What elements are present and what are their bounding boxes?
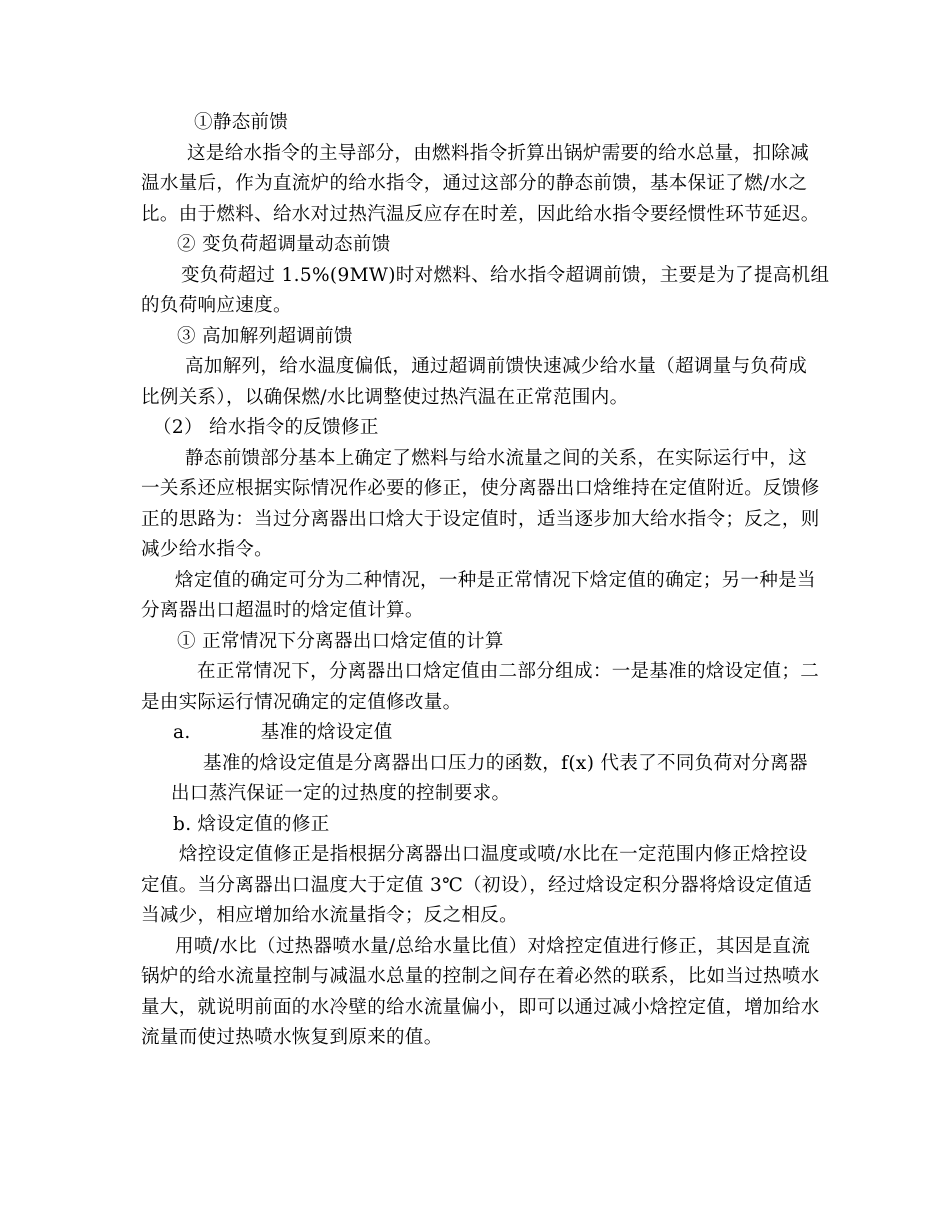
- paragraph-line: 焓控设定值修正是指根据分离器出口温度或喷/水比在一定范围内修正焓控设: [179, 844, 808, 865]
- paragraph-line: 分离器出口超温时的焓定值计算。: [141, 600, 424, 621]
- paragraph-line: 静态前馈部分基本上确定了燃料与给水流量之间的关系，在实际运行中，这: [185, 447, 808, 469]
- paragraph-line: 一关系还应根据实际情况作必要的修正，使分离器出口焓维持在定值附近。反馈修: [141, 478, 820, 499]
- heading-static-feedforward: ①静态前馈: [194, 112, 289, 133]
- list-item-b: b. 焓设定值的修正: [173, 813, 330, 835]
- paragraph-line: 焓定值的确定可分为二种情况，一种是正常情况下焓定值的确定；另一种是当: [175, 569, 816, 591]
- paragraph-line: 当减少，相应增加给水流量指令；反之相反。: [141, 905, 519, 926]
- paragraph-line: 是由实际运行情况确定的定值修改量。: [141, 691, 462, 713]
- paragraph-line: 温水量后，作为直流炉的给水指令，通过这部分的静态前馈，基本保证了燃/水之: [141, 173, 808, 194]
- list-item-a: [141, 718, 811, 749]
- paragraph-line: 变负荷超过 1.5%(9MW)时对燃料、给水指令超调前馈，主要是为了提高机组: [181, 264, 830, 286]
- paragraph-line: 正的思路为：当过分离器出口焓大于设定值时，适当逐步加大给水指令；反之，则: [141, 508, 820, 530]
- heading-normal-enthalpy-setpoint: ① 正常情况下分离器出口焓定值的计算: [177, 630, 504, 652]
- paragraph-line: 锅炉的给水流量控制与减温水总量的控制之间存在着必然的联系，比如当过热喷水: [141, 966, 820, 987]
- paragraph-line: 的负荷响应速度。: [141, 295, 292, 316]
- section-heading-feedback-correction: （2） 给水指令的反馈修正: [153, 417, 379, 438]
- document-page: [141, 108, 830, 1054]
- paragraph-line: 出口蒸汽保证一定的过热度的控制要求。: [171, 783, 511, 804]
- paragraph-line: 在正常情况下，分离器出口焓定值由二部分组成：一是基准的焓设定值；二: [197, 661, 820, 682]
- paragraph-line: 基准的焓设定值是分离器出口压力的函数，f(x) 代表了不同负荷对分离器: [203, 752, 808, 774]
- paragraph-line: 流量而使过热喷水恢复到原来的值。: [141, 1027, 443, 1048]
- heading-hp-heater-trip-feedforward: ③ 高加解列超调前馈: [177, 325, 353, 347]
- paragraph-line: 高加解列，给水温度偏低，通过超调前馈快速减少给水量（超调量与负荷成: [185, 356, 808, 377]
- paragraph-line: 比。由于燃料、给水对过热汽温反应存在时差，因此给水指令要经惯性环节延迟。: [141, 203, 820, 225]
- paragraph-line: 减少给水指令。: [141, 539, 273, 560]
- list-marker-a: a.: [173, 722, 191, 743]
- list-item-a-label: 基准的焓设定值: [260, 722, 393, 743]
- heading-load-change-feedforward: ② 变负荷超调量动态前馈: [177, 234, 391, 255]
- paragraph-line: 这是给水指令的主导部分，由燃料指令折算出锅炉需要的给水总量，扣除减: [187, 142, 810, 164]
- paragraph-line: 定值。当分离器出口温度大于定值 3℃（初设），经过焓设定积分器将焓设定值适: [141, 874, 813, 896]
- paragraph-line: 量大，就说明前面的水冷壁的给水流量偏小，即可以通过减小焓控定值，增加给水: [141, 996, 820, 1018]
- paragraph-line: 用喷/水比（过热器喷水量/总给水量比值）对焓控定值进行修正，其因是直流: [175, 935, 811, 957]
- paragraph-line: 比例关系），以确保燃/水比调整使过热汽温在正常范围内。: [141, 386, 629, 408]
